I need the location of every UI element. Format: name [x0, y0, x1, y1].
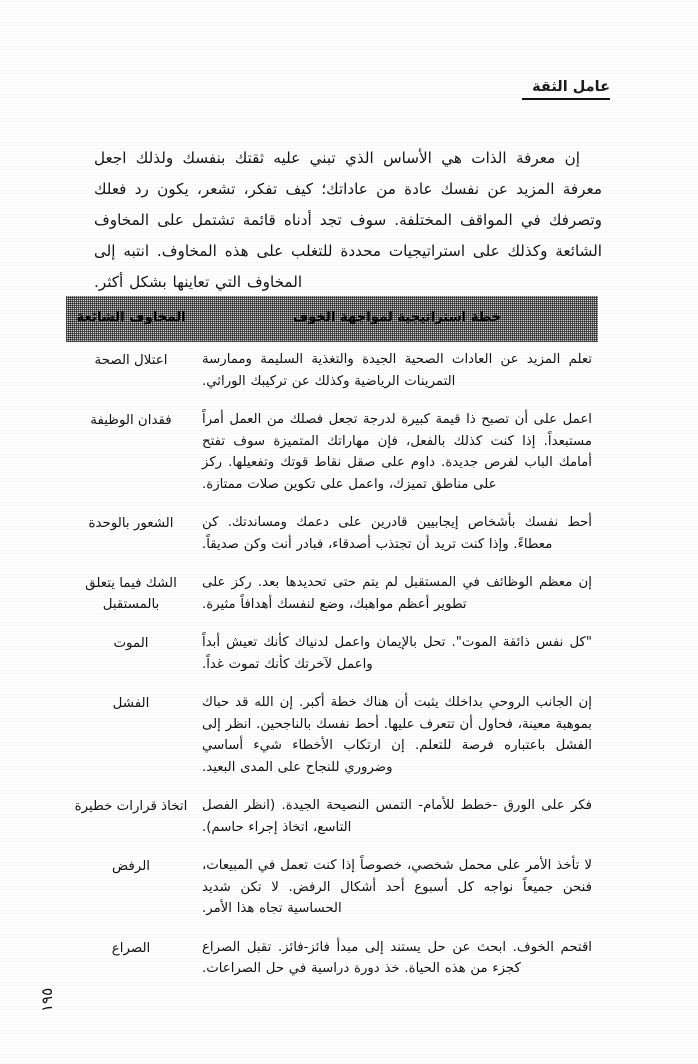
table-body — [66, 342, 598, 990]
table-row — [66, 402, 598, 505]
cell-plan: اعمل على أن تصبح ذا قيمة كبيرة لدرجة تجعل فصلك من العمل أمراً مستبعداً. إذا كنت كذلك بالفعل، فإن مهاراتك المتميزة سوف تفتح أمامك الباب لفرص جديدة. داوم على صقل نقاط قوتك وتفعيلها. ركز على مناطق تميزك، واعمل على تكوين صلات ممتازة. — [202, 412, 592, 492]
table-row — [66, 625, 598, 685]
page-number: ١٩٥ — [38, 987, 56, 1012]
column-header-plan — [196, 296, 598, 342]
running-head — [90, 76, 610, 98]
cell-fear: الشعور بالوحدة — [88, 516, 174, 531]
table-row — [66, 565, 598, 625]
cell-fear: فقدان الوظيفة — [90, 413, 172, 428]
cell-plan: إن الجانب الروحي بداخلك يثبت أن هناك خطة أكبر. إن الله قد حباك بموهبة معينة، فحاول أن تتعرف عليها. أحط نفسك بالناجحين. انظر إلى الفشل باعتباره فرصة للتعلم. إن ارتكاب الأخطاء شيء أساسي وضروري للنجاح على المدى البعيد. — [202, 695, 592, 775]
running-head-rule — [522, 98, 610, 100]
cell-plan: إن معظم الوظائف في المستقبل لم يتم حتى تحديدها بعد. ركز على تطوير أعظم مواهبك، وضع لنفسك أهدافاً مثيرة. — [202, 575, 592, 612]
cell-plan: أحط نفسك بأشخاص إيجابيين قادرين على دعمك ومساندتك. كن معطاءً. وإذا كنت تريد أن تجتذب أصدقاء، فبادر أنت وكن صديقاً. — [202, 515, 592, 552]
cell-fear: الصراع — [111, 940, 151, 956]
table-row — [66, 685, 598, 788]
cell-fear: اتخاذ قرارات خطيرة — [74, 799, 188, 814]
cell-plan: "كل نفس ذائقة الموت". تحل بالإيمان واعمل لدنياك كأنك تعيش أبداً واعمل لآخرتك كأنك تموت غداً. — [202, 635, 592, 672]
table-row — [66, 930, 598, 990]
column-header-fear-label: المخاوف الشائعة — [76, 309, 186, 325]
cell-fear: الرفض — [112, 859, 150, 874]
cell-plan: فكر على الورق -خطط للأمام- التمس النصيحة الجيدة. (انظر الفصل التاسع، اتخاذ إجراء حاسم). — [202, 798, 592, 835]
table-row — [66, 848, 598, 930]
cell-fear: اعتلال الصحة — [94, 353, 168, 368]
cell-fear: الموت — [113, 636, 149, 651]
cell-plan: لا تأخذ الأمر على محمل شخصي، خصوصاً إذا كنت تعمل في المبيعات، فنحن جميعاً نواجه كل أسبوع أحد أشكال الرفض. لا تكن شديد الحساسية تجاه هذا الأمر. — [202, 858, 592, 916]
table-row — [66, 342, 598, 402]
cell-plan: تعلم المزيد عن العادات الصحية الجيدة والتغذية السليمة وممارسة التمرينات الرياضية وكذلك عن تركيبك الوراثي. — [202, 352, 592, 389]
intro-paragraph: إن معرفة الذات هي الأساس الذي تبني عليه ثقتك بنفسك ولذلك اجعل معرفة المزيد عن نفسك عادة من عاداتك؛ كيف تفكر، تشعر، يكون رد فعلك وتصرفك في المواقف المختلفة. سوف تجد أدناه قائمة تشتمل على المخاوف الشائعة وكذلك على استراتيجيات محددة للتغلب على هذه المخاوف. انتبه إلى المخاوف التي تعاينها بشكل أكثر. — [94, 149, 602, 292]
table-header-row — [66, 296, 598, 342]
table-header — [66, 296, 598, 342]
column-header-fear — [66, 296, 196, 342]
cell-fear: الشك فيما يتعلق بالمستقبل — [85, 576, 177, 612]
cell-fear: الفشل — [112, 696, 150, 711]
running-head-title: عامل الثقة — [532, 79, 610, 95]
table-row — [66, 788, 598, 848]
cell-plan: اقتحم الخوف. ابحث عن حل يستند إلى مبدأ فائز-فائز. تقبل الصراع كجزء من هذه الحياة. خذ دورة دراسية في حل الصراعات. — [202, 939, 592, 976]
table-row — [66, 505, 598, 565]
fears-strategy-table — [66, 296, 598, 990]
column-header-plan-label: خطة استراتيجية لمواجهة الخوف — [292, 309, 502, 325]
